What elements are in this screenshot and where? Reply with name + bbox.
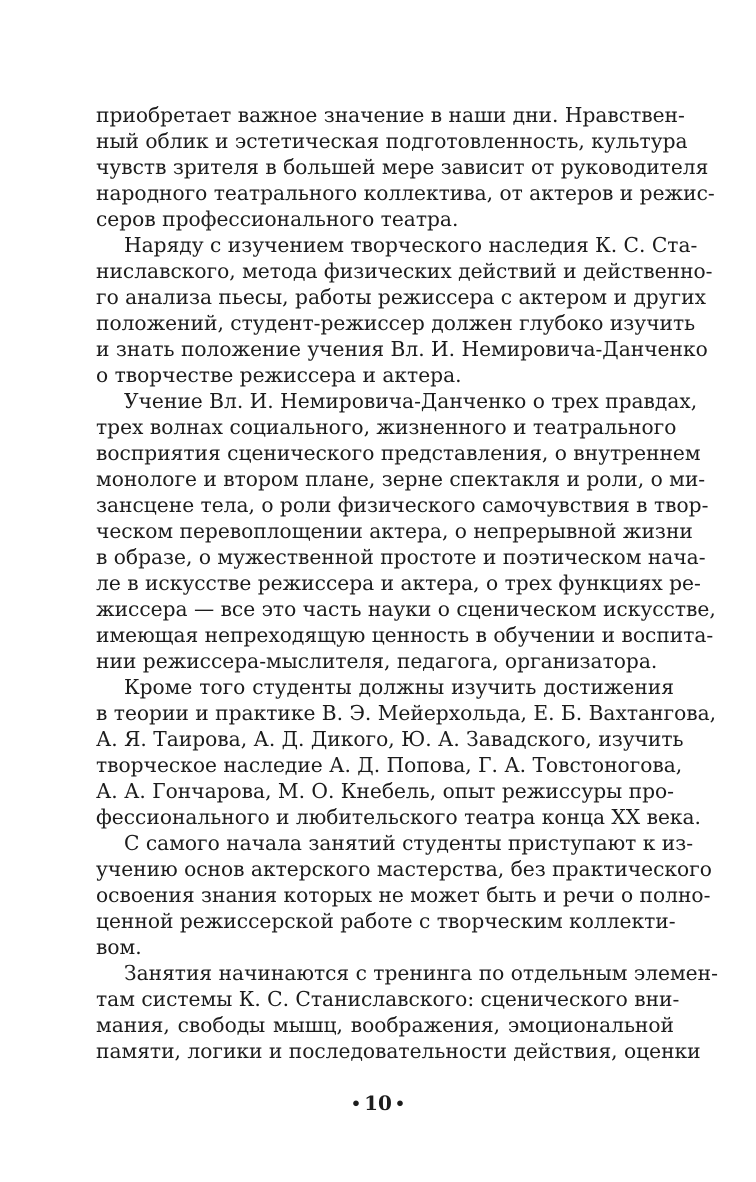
text-line: в теории и практике В. Э. Мейерхольда, Е. Б. Вахтангова,: [96, 701, 717, 725]
page-number-value: 10: [364, 1091, 392, 1115]
text-line: народного театрального коллектива, от актеров и режис-: [96, 181, 715, 205]
text-line: чувств зрителя в большей мере зависит от руководителя: [96, 155, 709, 179]
text-line: мания, свободы мышц, воображения, эмоциональной: [96, 1013, 674, 1037]
text-line: памяти, логики и последовательности действия, оценки: [96, 1039, 701, 1063]
page-number-bullet-right: •: [394, 1094, 406, 1113]
text-line: Наряду с изучением творческого наследия К. С. Ста-: [124, 233, 698, 257]
text-line: имеющая непреходящую ценность в обучении и воспита-: [96, 623, 714, 647]
text-line: и знать положение учения Вл. И. Немировича-Данченко: [96, 337, 708, 361]
page-number: [0, 1090, 756, 1117]
text-line: освоения знания которых не может быть и речи о полно-: [96, 883, 711, 907]
page-number-bullet-left: •: [350, 1094, 362, 1113]
text-line: ценной режиссерской работе с творческим коллекти-: [96, 909, 676, 933]
text-line: монологе и втором плане, зерне спектакля и роли, о ми-: [96, 467, 706, 491]
text-line: Кроме того студенты должны изучить достижения: [124, 675, 674, 699]
text-line: творческое наследие А. Д. Попова, Г. А. Товстоногова,: [96, 753, 683, 777]
text-line: зансцене тела, о роли физического самочувствия в твор-: [96, 493, 709, 517]
text-line: А. Я. Таирова, А. Д. Дикого, Ю. А. Завадского, изучить: [96, 727, 684, 751]
text-line: там системы К. С. Станиславского: сценического вни-: [96, 987, 680, 1011]
text-line: восприятия сценического представления, о внутреннем: [96, 441, 701, 465]
text-line: о творчестве режиссера и актера.: [96, 363, 462, 387]
text-line: С самого начала занятий студенты приступают к из-: [124, 831, 694, 855]
text-line: ческом перевоплощении актера, о непрерывной жизни: [96, 519, 693, 543]
text-line: жиссера — все это часть науки о сценическом искусстве,: [96, 597, 716, 621]
text-line: ниславского, метода физических действий и действенно-: [96, 259, 713, 283]
text-line: вом.: [96, 935, 142, 959]
text-line: учению основ актерского мастерства, без практического: [96, 857, 712, 881]
text-line: серов профессионального театра.: [96, 207, 459, 231]
text-line: ный облик и эстетическая подготовленность, культура: [96, 129, 688, 153]
text-line: приобретает важное значение в наши дни. Нравствен-: [96, 103, 685, 127]
text-line: фессионального и любительского театра конца XX века.: [96, 805, 701, 829]
text-line: А. А. Гончарова, М. О. Кнебель, опыт режиссуры про-: [96, 779, 674, 803]
text-line: го анализа пьесы, работы режиссера с актером и других: [96, 285, 706, 309]
text-line: Занятия начинаются с тренинга по отдельным элемен-: [124, 961, 718, 985]
text-line: трех волнах социального, жизненного и театрального: [96, 415, 677, 439]
text-line: нии режиссера-мыслителя, педагога, организатора.: [96, 649, 658, 673]
text-line: положений, студент-режиссер должен глубоко изучить: [96, 311, 696, 335]
text-line: ле в искусстве режиссера и актера, о трех функциях ре-: [96, 571, 701, 595]
text-line: Учение Вл. И. Немировича-Данченко о трех правдах,: [124, 389, 698, 413]
text-line: в образе, о мужественной простоте и поэтическом нача-: [96, 545, 706, 569]
